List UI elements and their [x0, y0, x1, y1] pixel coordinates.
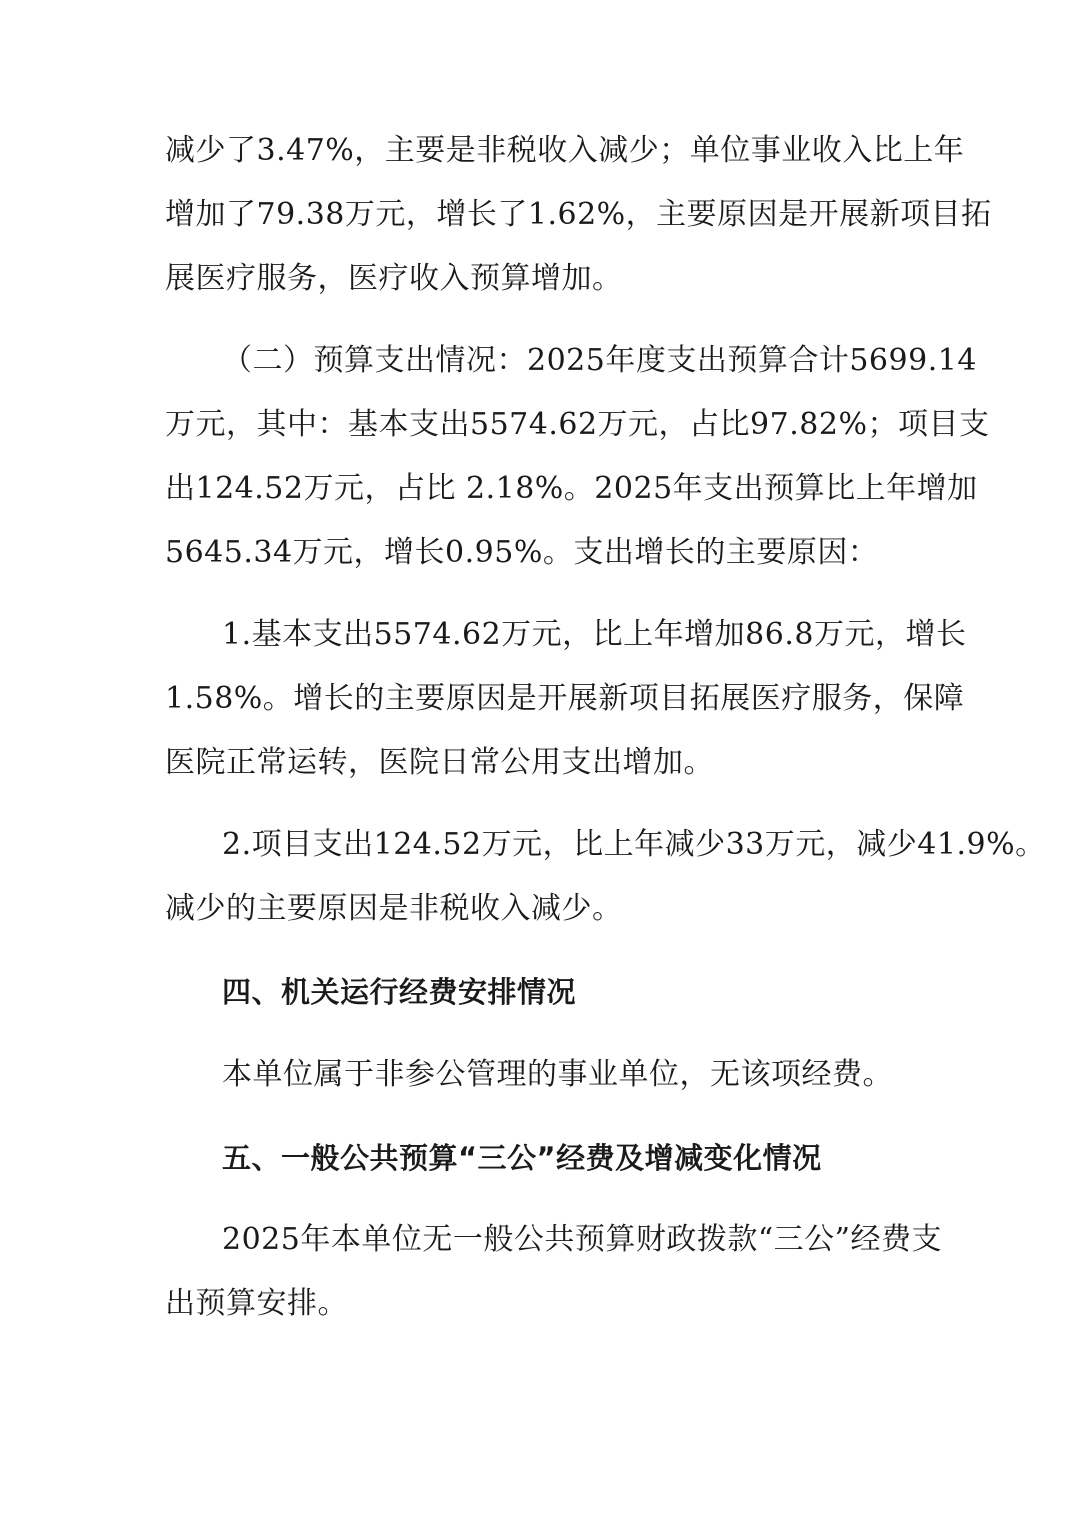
paragraph-expenditure-line-4: 5645.34万元，增长0.95%。支出增长的主要原因： [165, 535, 879, 570]
paragraph-income-line-2: 增加了79.38万元，增长了1.62%，主要原因是开展新项目拓 [165, 197, 992, 232]
paragraph-basic-expenditure-line-3: 医院正常运转，医院日常公用支出增加。 [165, 745, 714, 780]
paragraph-expenditure-line-2: 万元，其中：基本支出5574.62万元，占比97.82%；项目支 [165, 407, 990, 442]
paragraph-agency-operations-line-1: 本单位属于非参公管理的事业单位，无该项经费。 [222, 1057, 893, 1092]
section-heading-4: 四、机关运行经费安排情况 [222, 975, 577, 1009]
paragraph-project-expenditure-line-2: 减少的主要原因是非税收入减少。 [165, 891, 623, 926]
paragraph-income-line-1: 减少了3.47%，主要是非税收入减少；单位事业收入比上年 [165, 133, 965, 168]
paragraph-expenditure-line-1: （二）预算支出情况：2025年度支出预算合计5699.14 [222, 343, 977, 378]
paragraph-basic-expenditure-line-2: 1.58%。增长的主要原因是开展新项目拓展医疗服务，保障 [165, 681, 965, 716]
section-heading-5: 五、一般公共预算“三公”经费及增减变化情况 [222, 1141, 822, 1175]
paragraph-basic-expenditure-line-1: 1.基本支出5574.62万元，比上年增加86.8万元，增长 [222, 617, 967, 652]
paragraph-expenditure-line-3: 出124.52万元，占比 2.18%。2025年支出预算比上年增加 [165, 471, 978, 506]
paragraph-project-expenditure-line-1: 2.项目支出124.52万元，比上年减少33万元，减少41.9%。 [222, 827, 1046, 862]
paragraph-income-line-3: 展医疗服务，医疗收入预算增加。 [165, 261, 623, 296]
paragraph-three-public-line-2: 出预算安排。 [165, 1286, 348, 1321]
paragraph-three-public-line-1: 2025年本单位无一般公共预算财政拨款“三公”经费支 [222, 1222, 943, 1257]
